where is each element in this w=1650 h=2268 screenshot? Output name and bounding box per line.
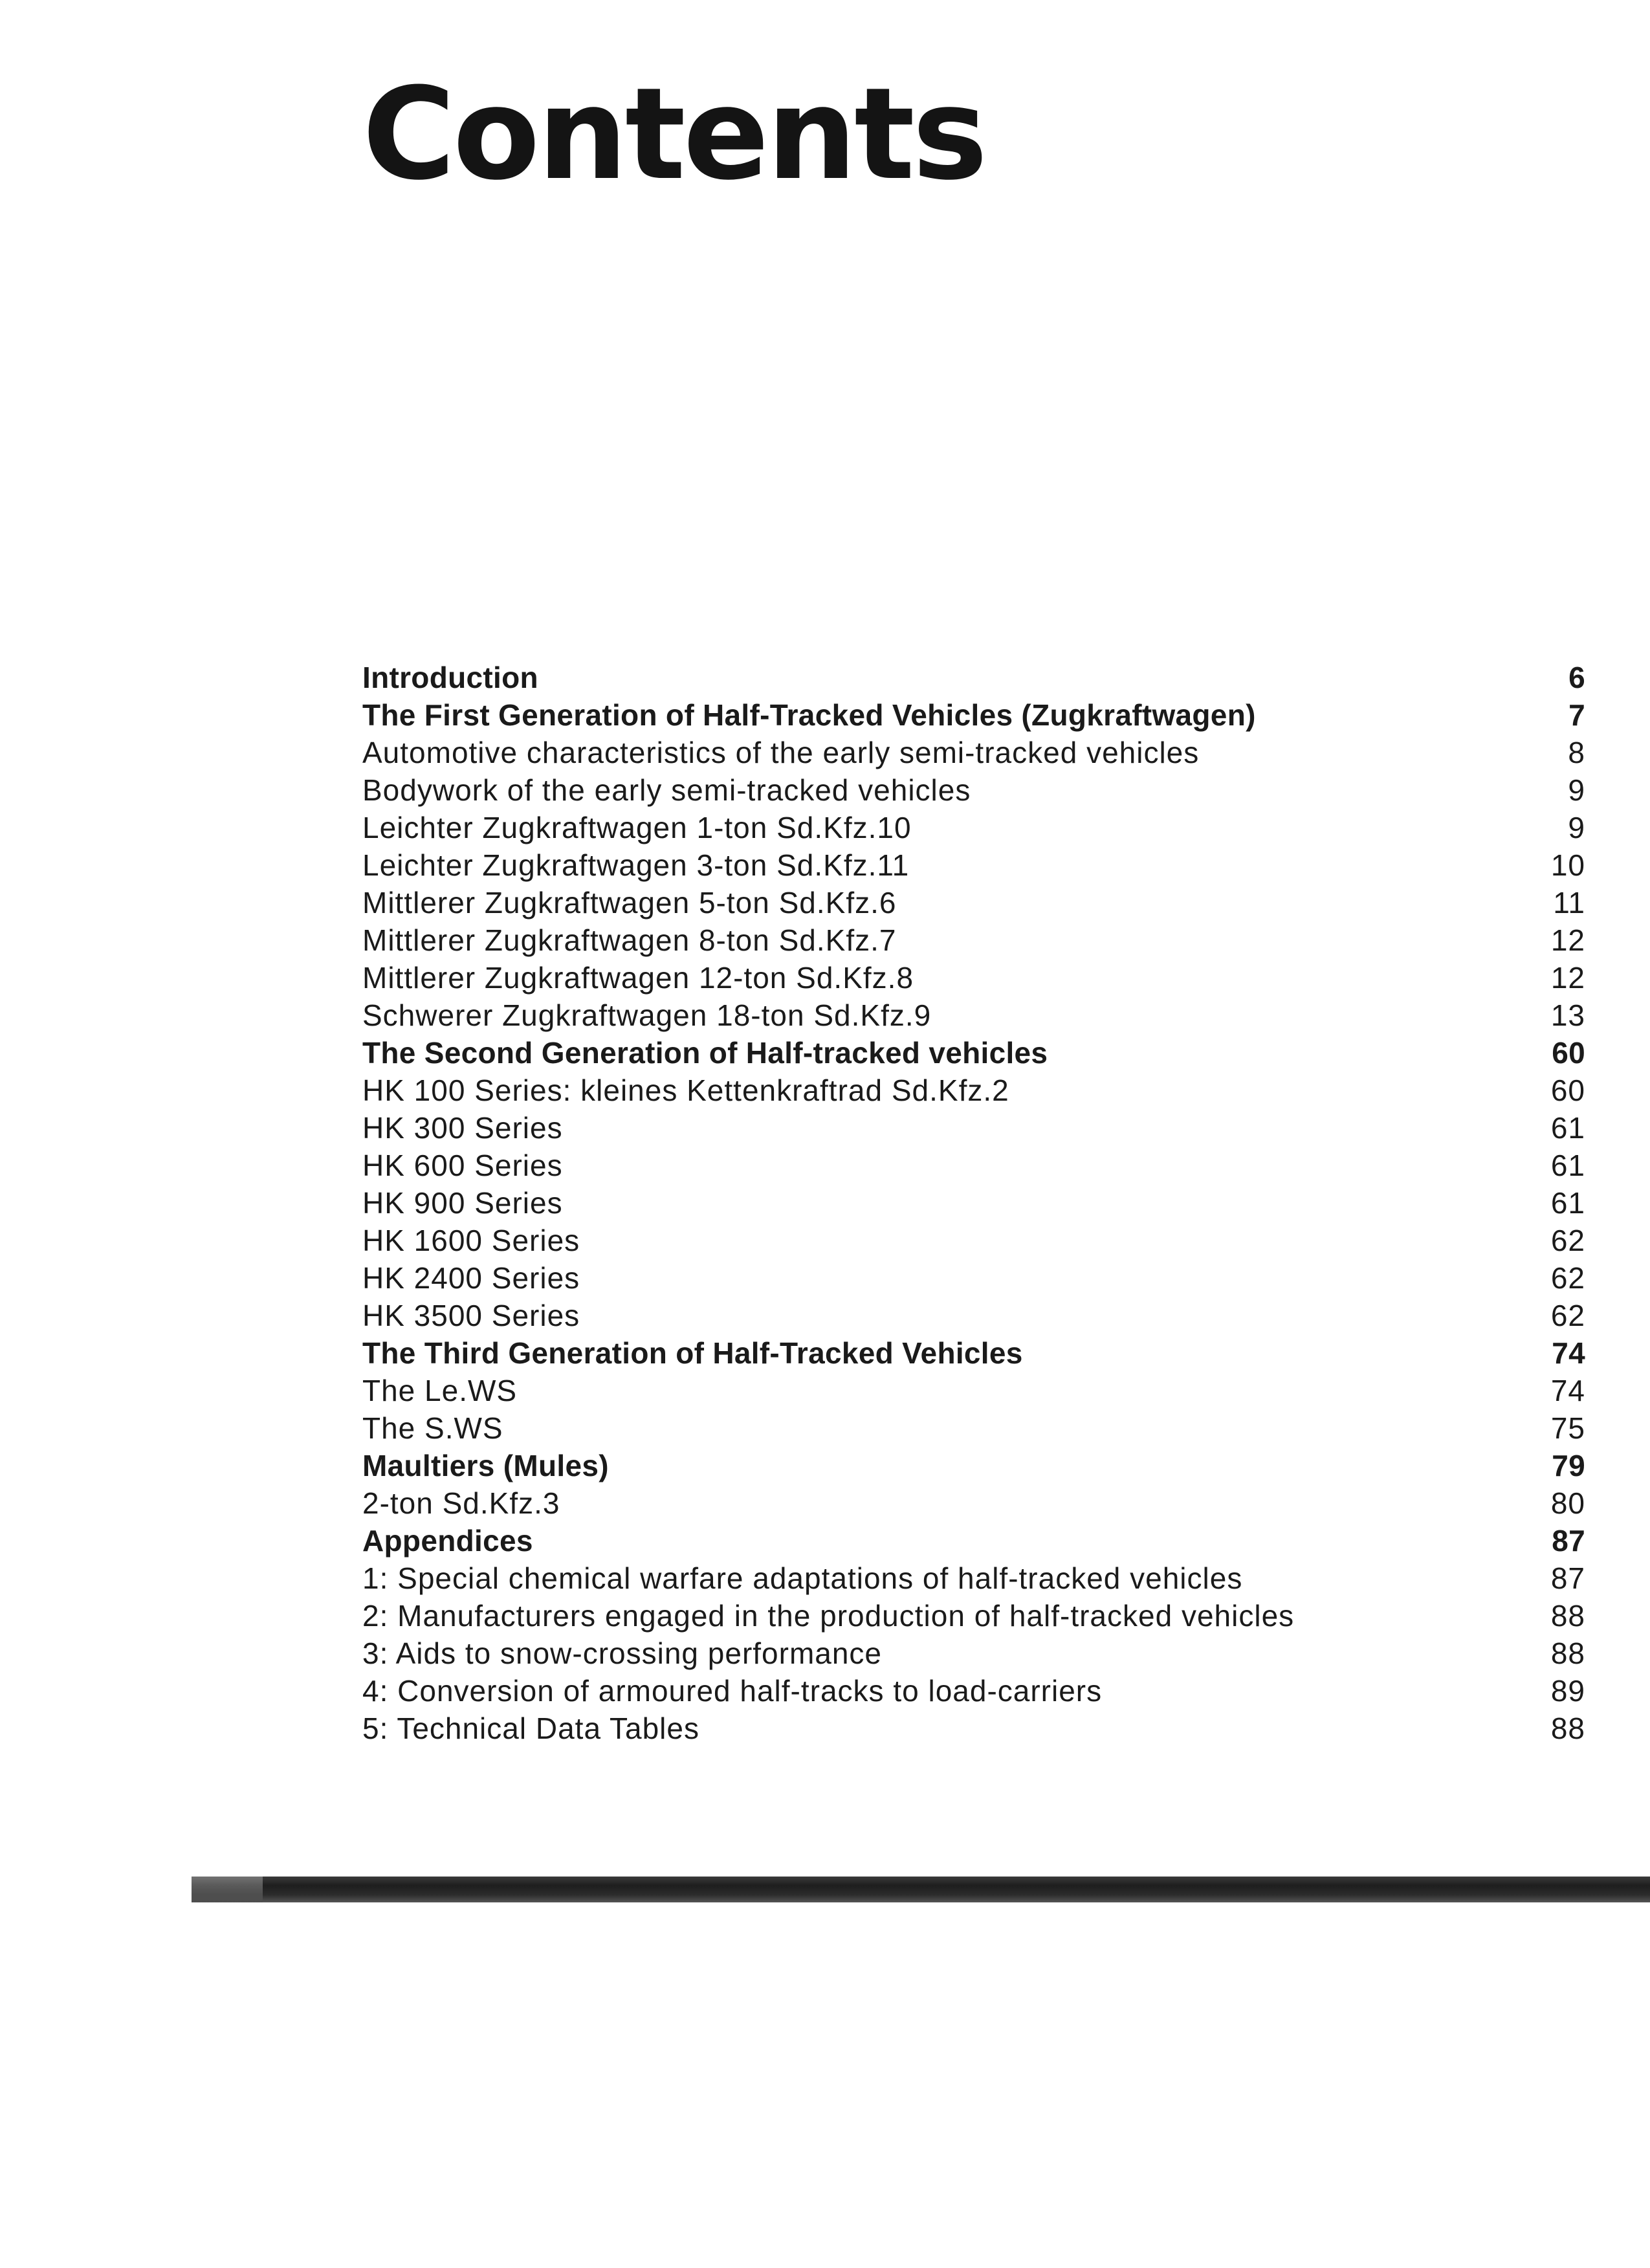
toc-page-number: 87 (1550, 1561, 1585, 1595)
toc-title: The First Generation of Half-Tracked Vehicles (Zugkraftwagen) (362, 698, 1256, 732)
toc-entry-row (362, 1597, 1585, 1635)
toc-entry-row (362, 1484, 1585, 1522)
toc-title: Schwerer Zugkraftwagen 18-ton Sd.Kfz.9 (362, 998, 932, 1032)
toc-title: Automotive characteristics of the early semi-tracked vehicles (362, 736, 1200, 769)
toc-title: HK 600 Series (362, 1149, 563, 1182)
toc-page-number: 75 (1550, 1411, 1585, 1445)
toc-entry-row (362, 996, 1585, 1034)
toc-entry-row (362, 1710, 1585, 1747)
toc-page-number: 11 (1553, 886, 1585, 919)
toc-title: Bodywork of the early semi-tracked vehicles (362, 773, 971, 807)
toc-title: The Le.WS (362, 1374, 518, 1407)
toc-title: HK 2400 Series (362, 1261, 580, 1295)
toc-entry-row (362, 1559, 1585, 1597)
toc-title: The Third Generation of Half-Tracked Vehicles (362, 1336, 1023, 1370)
toc-entry-row (362, 771, 1585, 809)
toc-title: 2: Manufacturers engaged in the production of half-tracked vehicles (362, 1599, 1295, 1633)
toc-page-number: 9 (1568, 811, 1585, 844)
toc-entry-row (362, 1109, 1585, 1147)
toc-page-number: 88 (1550, 1712, 1585, 1745)
toc-title: Leichter Zugkraftwagen 1-ton Sd.Kfz.10 (362, 811, 912, 844)
toc-entry-row (362, 1372, 1585, 1409)
toc-title: 4: Conversion of armoured half-tracks to load-carriers (362, 1674, 1103, 1708)
toc-title: Mittlerer Zugkraftwagen 5-ton Sd.Kfz.6 (362, 886, 897, 919)
toc-title: HK 300 Series (362, 1111, 563, 1145)
toc-title: Maultiers (Mules) (362, 1449, 609, 1482)
toc-heading-row (362, 1334, 1585, 1372)
toc-entry-row (362, 959, 1585, 996)
toc-entry-row (362, 1147, 1585, 1184)
toc-entry-row (362, 1409, 1585, 1447)
toc-page-number: 61 (1550, 1149, 1585, 1182)
table-of-contents (362, 659, 1585, 1747)
toc-heading-row (362, 1447, 1585, 1484)
toc-entry-row (362, 1672, 1585, 1710)
page-title: Contents (362, 61, 985, 208)
toc-page-number: 89 (1550, 1674, 1585, 1708)
toc-page-number: 80 (1550, 1486, 1585, 1520)
toc-title: The S.WS (362, 1411, 503, 1445)
toc-title: Introduction (362, 661, 538, 694)
toc-page-number: 61 (1550, 1186, 1585, 1220)
toc-heading-row (362, 1522, 1585, 1559)
toc-entry-row (362, 1259, 1585, 1297)
toc-page-number: 79 (1552, 1449, 1585, 1482)
toc-title: The Second Generation of Half-tracked vehicles (362, 1036, 1048, 1070)
toc-entry-row (362, 1297, 1585, 1334)
decorative-rule (192, 1877, 1650, 1902)
toc-page-number: 74 (1552, 1336, 1585, 1370)
toc-entry-row (362, 846, 1585, 884)
toc-page-number: 88 (1550, 1599, 1585, 1633)
toc-page-number: 60 (1552, 1036, 1585, 1070)
toc-title: Mittlerer Zugkraftwagen 8-ton Sd.Kfz.7 (362, 923, 897, 957)
toc-page-number: 62 (1550, 1299, 1585, 1332)
toc-heading-row (362, 659, 1585, 696)
toc-title: HK 1600 Series (362, 1224, 580, 1257)
toc-entry-row (362, 921, 1585, 959)
toc-page-number: 62 (1550, 1224, 1585, 1257)
toc-page-number: 7 (1568, 698, 1585, 732)
toc-page-number: 12 (1550, 923, 1585, 957)
toc-heading-row (362, 696, 1585, 734)
toc-page-number: 87 (1552, 1524, 1585, 1558)
toc-title: HK 900 Series (362, 1186, 563, 1220)
toc-entry-row (362, 809, 1585, 846)
toc-title: HK 3500 Series (362, 1299, 580, 1332)
toc-page-number: 61 (1550, 1111, 1585, 1145)
toc-title: 2-ton Sd.Kfz.3 (362, 1486, 560, 1520)
toc-title: Mittlerer Zugkraftwagen 12-ton Sd.Kfz.8 (362, 961, 914, 995)
toc-title: Appendices (362, 1524, 533, 1558)
toc-page-number: 74 (1550, 1374, 1585, 1407)
toc-page-number: 8 (1568, 736, 1585, 769)
toc-page-number: 62 (1550, 1261, 1585, 1295)
toc-title: 3: Aids to snow-crossing performance (362, 1636, 883, 1670)
toc-page-number: 12 (1550, 961, 1585, 995)
toc-page-number: 6 (1568, 661, 1585, 694)
toc-title: HK 100 Series: kleines Kettenkraftrad Sd.Kfz.2 (362, 1073, 1009, 1107)
toc-entry-row (362, 884, 1585, 921)
toc-page-number: 9 (1568, 773, 1585, 807)
toc-entry-row (362, 1072, 1585, 1109)
toc-page-number: 10 (1550, 848, 1585, 882)
toc-title: Leichter Zugkraftwagen 3-ton Sd.Kfz.11 (362, 848, 910, 882)
toc-entry-row (362, 1184, 1585, 1222)
toc-entry-row (362, 1635, 1585, 1672)
toc-page-number: 13 (1550, 998, 1585, 1032)
toc-entry-row (362, 734, 1585, 771)
toc-title: 5: Technical Data Tables (362, 1712, 699, 1745)
toc-title: 1: Special chemical warfare adaptations of half-tracked vehicles (362, 1561, 1243, 1595)
toc-page-number: 88 (1550, 1636, 1585, 1670)
toc-entry-row (362, 1222, 1585, 1259)
toc-page-number: 60 (1550, 1073, 1585, 1107)
toc-heading-row (362, 1034, 1585, 1072)
decorative-rule-end (192, 1877, 263, 1902)
